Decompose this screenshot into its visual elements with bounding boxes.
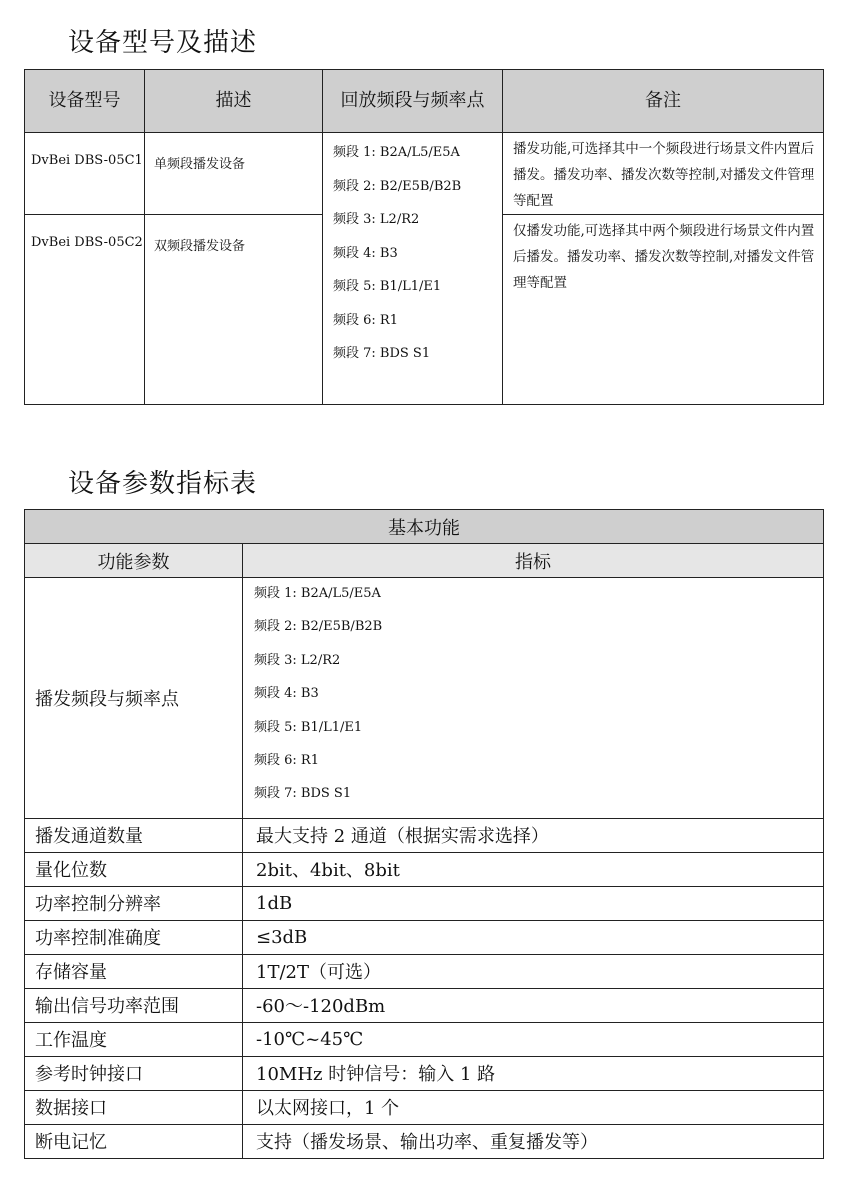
model-note: 仅播发功能,可选择其中两个频段进行场景文件内置后播发。播发功率、播发次数等控制,对播发文件管理等配置 — [503, 215, 824, 405]
param-label: 断电记忆 — [25, 1124, 243, 1158]
table-row — [25, 988, 824, 1022]
param-label: 播发频段与频率点 — [25, 578, 243, 819]
section-title-models: 设备型号及描述 — [68, 28, 258, 58]
table-row — [25, 818, 824, 852]
param-value: -10℃~45℃ — [243, 1022, 824, 1056]
header-model: 设备型号 — [25, 70, 145, 133]
param-value: 1dB — [243, 886, 824, 920]
param-value: 最大支持 2 通道（根据实需求选择） — [243, 818, 824, 852]
band-item: 频段 2: B2/E5B/B2B — [254, 619, 383, 635]
param-label: 数据接口 — [25, 1090, 243, 1124]
table-row — [25, 1022, 824, 1056]
column-header-param: 功能参数 — [25, 544, 243, 578]
param-value: ≤3dB — [243, 920, 824, 954]
param-value: -60～-120dBm — [243, 988, 824, 1022]
model-table-header — [25, 70, 824, 133]
table-row — [25, 1090, 824, 1124]
param-label: 功率控制分辨率 — [25, 886, 243, 920]
param-value: 以太网接口，1 个 — [243, 1090, 824, 1124]
param-value: 10MHz 时钟信号：输入 1 路 — [243, 1056, 824, 1090]
param-label: 播发通道数量 — [25, 818, 243, 852]
model-note: 播发功能,可选择其中一个频段进行场景文件内置后播发。播发功率、播发次数等控制,对播发文件管理等配置 — [503, 133, 824, 215]
band-item: 频段 4: B3 — [254, 686, 319, 702]
section-title-specs: 设备参数指标表 — [68, 469, 258, 499]
column-header-value: 指标 — [243, 544, 824, 578]
band-item: 频段 5: B1/L1/E1 — [333, 279, 442, 294]
table-row — [25, 920, 824, 954]
band-item: 频段 6: R1 — [333, 312, 398, 328]
band-item: 频段 3: L2/R2 — [254, 652, 341, 668]
table-row — [25, 852, 824, 886]
model-description: 双频段播发设备 — [145, 215, 323, 405]
param-label: 存储容量 — [25, 954, 243, 988]
table-row — [25, 1056, 824, 1090]
band-item: 频段 3: L2/R2 — [333, 212, 420, 227]
param-label: 输出信号功率范围 — [25, 988, 243, 1022]
band-list — [243, 578, 824, 819]
param-value: 支持（播发场景、输出功率、重复播发等） — [243, 1124, 824, 1158]
table-row — [25, 1124, 824, 1158]
param-label: 参考时钟接口 — [25, 1056, 243, 1090]
param-label: 量化位数 — [25, 852, 243, 886]
table-row — [25, 954, 824, 988]
header-description: 描述 — [145, 70, 323, 133]
header-bands: 回放频段与频率点 — [323, 70, 503, 133]
table-row — [25, 578, 824, 819]
table-row — [25, 886, 824, 920]
band-item: 频段 7: BDS S1 — [333, 346, 431, 361]
band-item: 频段 4: B3 — [333, 245, 398, 261]
model-description: 单频段播发设备 — [145, 133, 323, 215]
model-name: DvBei DBS-05C1 — [25, 133, 145, 215]
band-item: 频段 1: B2A/L5/E5A — [333, 145, 460, 160]
band-item: 频段 7: BDS S1 — [254, 786, 352, 802]
band-item: 频段 2: B2/E5B/B2B — [333, 178, 462, 194]
band-item: 频段 5: B1/L1/E1 — [254, 719, 363, 735]
model-name: DvBei DBS-05C2 — [25, 215, 145, 405]
band-list — [323, 133, 503, 405]
section-header: 基本功能 — [25, 510, 824, 544]
band-item: 频段 1: B2A/L5/E5A — [254, 586, 381, 601]
table-row — [25, 133, 824, 215]
param-value: 1T/2T（可选） — [243, 954, 824, 988]
param-value: 2bit、4bit、8bit — [243, 852, 824, 886]
param-label: 工作温度 — [25, 1022, 243, 1056]
header-note: 备注 — [503, 70, 824, 133]
param-label: 功率控制准确度 — [25, 920, 243, 954]
model-table — [24, 69, 824, 405]
spec-table — [24, 509, 824, 1159]
band-item: 频段 6: R1 — [254, 752, 319, 768]
